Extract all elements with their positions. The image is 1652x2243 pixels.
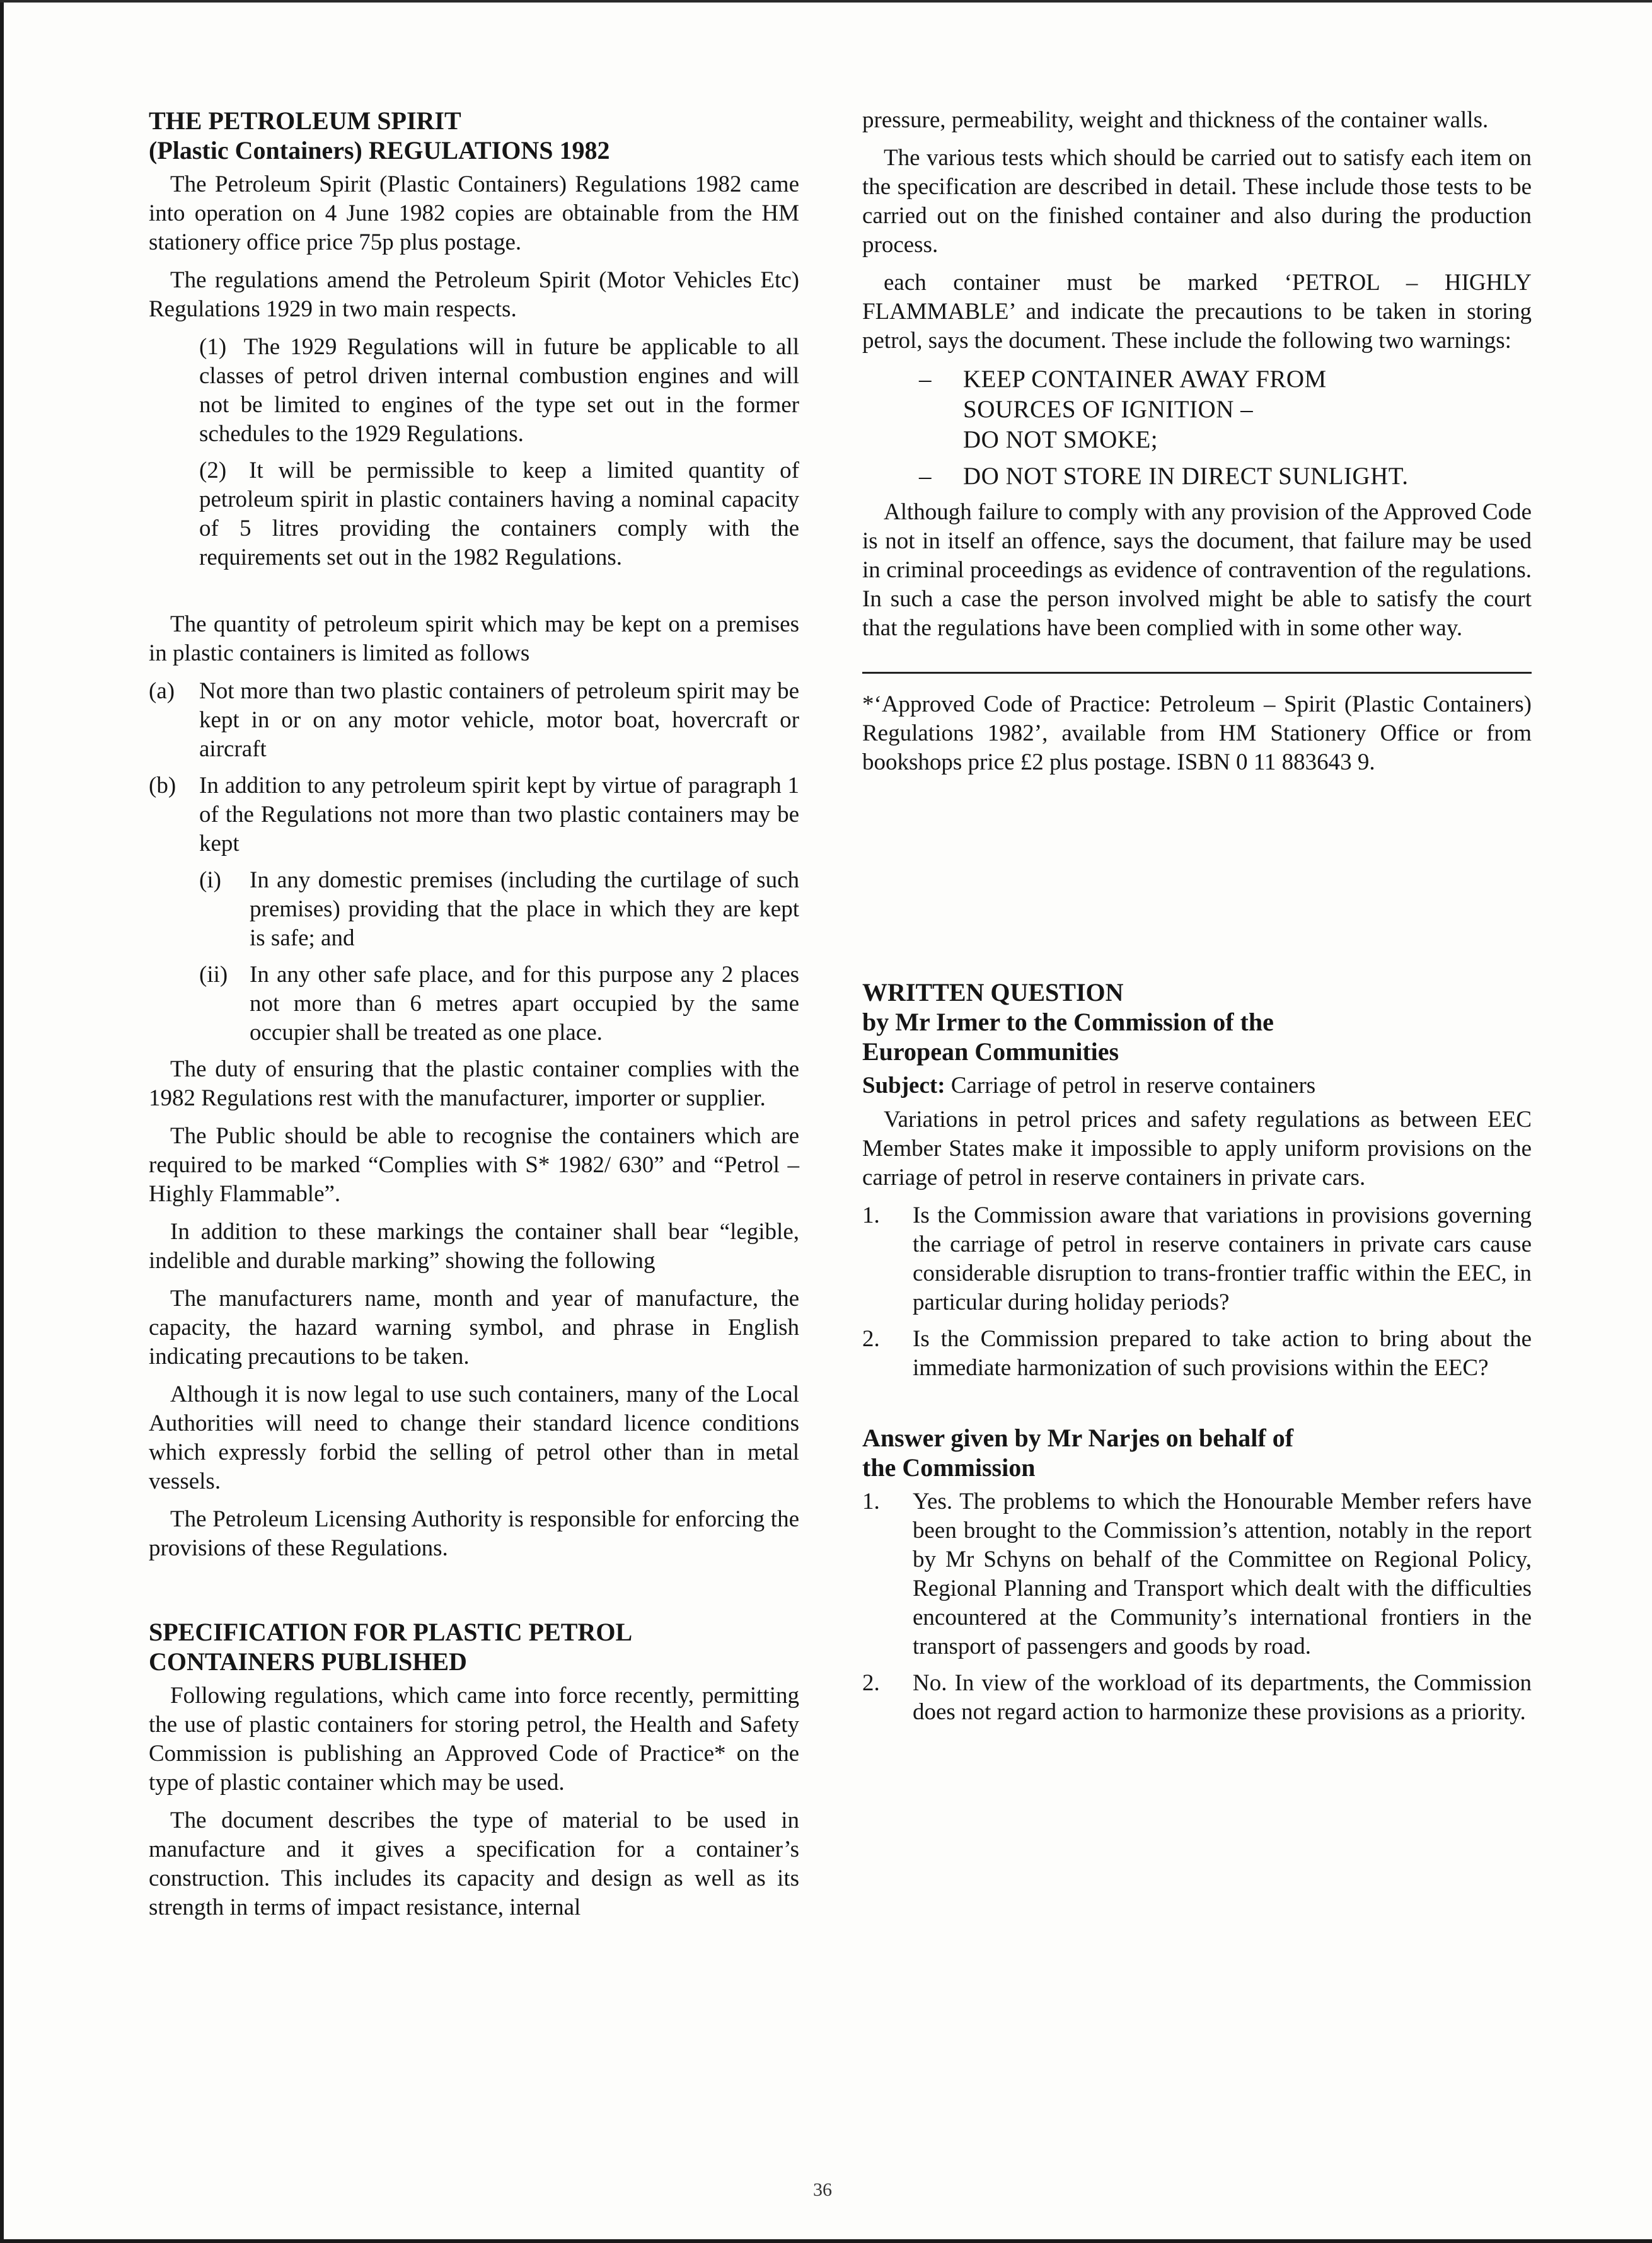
paragraph: Variations in petrol prices and safety regulations as between EEC Member States make it impossible to apply uniform provisions on the carriage of petrol in reserve containers in private cars. xyxy=(862,1107,1532,1191)
paragraph: In addition to these markings the container shall bear “legible, indelible and durable marking” showing the following xyxy=(149,1219,799,1274)
left-column xyxy=(149,106,799,1931)
paragraph: Although it is now legal to use such containers, many of the Local Authorities will need to change their standard licence conditions which expressly forbid the selling of petrol other than in metal vessels. xyxy=(149,1381,799,1494)
item-number: (i) xyxy=(199,867,221,893)
item-text: In any other safe place, and for this purpose any 2 places not more than 6 metres apart occupied by the same occupier shall be treated as one place. xyxy=(250,962,799,1046)
paragraph: pressure, permeability, weight and thickness of the container walls. xyxy=(862,107,1489,133)
item-number: (a) xyxy=(149,678,175,704)
item-number: 2. xyxy=(862,1326,880,1352)
paragraph: The manufacturers name, month and year of manufacture, the capacity, the hazard warning symbol, and phrase in English indicating precautions to be taken. xyxy=(149,1286,799,1369)
list-item xyxy=(149,677,799,764)
item-text: Is the Commission prepared to take action to bring about the immediate harmonization of such provisions within the EEC? xyxy=(913,1326,1532,1381)
paragraph: The quantity of petroleum spirit which may be kept on a premises in plastic containers is limited as follows xyxy=(149,611,799,666)
heading-line: WRITTEN QUESTION xyxy=(862,978,1124,1006)
heading-line: European Communities xyxy=(862,1037,1119,1066)
item-number: (b) xyxy=(149,773,176,799)
answer-heading xyxy=(862,1423,1532,1482)
paragraph: The duty of ensuring that the plastic container complies with the 1982 Regulations rest with the manufacturer, importer or supplier. xyxy=(149,1056,799,1111)
paragraph: The Petroleum Licensing Authority is responsible for enforcing the provisions of these Regulations. xyxy=(149,1506,799,1561)
item-number: (ii) xyxy=(199,962,228,988)
warning-line: DO NOT STORE IN DIRECT SUNLIGHT. xyxy=(963,463,1409,490)
paragraph: The Public should be able to recognise the containers which are required to be marked “Complies with S* 1982/ 630” and “Petrol – Highly Flammable”. xyxy=(149,1123,799,1207)
paragraph: The regulations amend the Petroleum Spirit (Motor Vehicles Etc) Regulations 1929 in two main respects. xyxy=(149,267,799,322)
paragraph: The various tests which should be carried out to satisfy each item on the specification are described in detail. These include those tests to be carried out on the finished container and also during the production process. xyxy=(862,145,1532,258)
list-item xyxy=(199,960,799,1047)
item-number: (1) xyxy=(199,334,227,360)
item-text: Is the Commission aware that variations in provisions governing the carriage of petrol in reserve containers in private cars cause considerable disruption to trans-frontier traffic within the EEC, in particular during holiday periods? xyxy=(913,1202,1532,1315)
warning-line: DO NOT SMOKE; xyxy=(963,426,1158,453)
item-text: In addition to any petroleum spirit kept by virtue of paragraph 1 of the Regulations not more than two plastic containers may be kept xyxy=(199,773,799,856)
item-text: It will be permissible to keep a limited quantity of petroleum spirit in plastic containers having a nominal capacity of 5 litres providing the containers comply with the requirements set out in the 1982 Regulations. xyxy=(199,458,799,570)
subject-line xyxy=(862,1071,1532,1100)
subject-text: Carriage of petrol in reserve containers xyxy=(950,1073,1316,1098)
footnote: *‘Approved Code of Practice: Petroleum – Spirit (Plastic Containers) Regulations 1982’, available from HM Stationery Office or from bookshops price £2 plus postage. ISBN 0 11 883643 9. xyxy=(862,691,1532,775)
heading-line: THE PETROLEUM SPIRIT xyxy=(149,107,461,135)
sub-list xyxy=(199,866,799,1047)
subject-label: Subject: xyxy=(862,1073,945,1098)
list-item xyxy=(199,866,799,953)
paragraph: each container must be marked ‘PETROL – HIGHLY FLAMMABLE’ and indicate the precautions to be taken in storing petrol, says the document. These include the following two warnings: xyxy=(862,270,1532,354)
list-item xyxy=(862,1325,1532,1383)
warning-line: SOURCES OF IGNITION – xyxy=(963,396,1254,423)
page-number: 36 xyxy=(813,2179,832,2200)
paragraph: The Petroleum Spirit (Plastic Containers) Regulations 1982 came into operation on 4 June 1982 copies are obtainable from the HM stationery office price 75p plus postage. xyxy=(149,171,799,255)
specification-heading xyxy=(149,1617,799,1676)
list-item xyxy=(199,456,799,572)
paragraph: Although failure to comply with any provision of the Approved Code is not in itself an offence, says the document, that failure may be used in criminal proceedings as evidence of contravention of the regulations. In such a case the person involved might be able to satisfy the court that the regulations have been complied with in some other way. xyxy=(862,499,1532,641)
item-number: 1. xyxy=(862,1202,880,1228)
list-item xyxy=(199,333,799,449)
heading-line: Answer given by Mr Narjes on behalf of xyxy=(862,1424,1294,1452)
written-question-heading xyxy=(862,977,1532,1066)
item-number: 2. xyxy=(862,1670,880,1696)
item-text: Not more than two plastic containers of petroleum spirit may be kept in or on any motor vehicle, motor boat, hovercraft or aircraft xyxy=(199,678,799,762)
scan-edge-bottom xyxy=(0,2239,1652,2243)
list-item xyxy=(862,1201,1532,1317)
scan-edge-left xyxy=(0,0,4,2243)
section-spacer xyxy=(149,1572,799,1617)
item-text: No. In view of the workload of its departments, the Commission does not regard action to harmonize these provisions as a priority. xyxy=(913,1670,1532,1725)
right-column xyxy=(862,106,1532,1734)
heading-line: SPECIFICATION FOR PLASTIC PETROL xyxy=(149,1618,633,1646)
item-text: In any domestic premises (including the curtilage of such premises) providing that the place in which they are kept is safe; and xyxy=(250,867,799,951)
dash: – xyxy=(919,366,932,393)
warnings-list xyxy=(862,364,1532,492)
heading-line: (Plastic Containers) REGULATIONS 1982 xyxy=(149,136,610,164)
heading-line: by Mr Irmer to the Commission of the xyxy=(862,1008,1274,1036)
scan-edge-top xyxy=(0,0,1652,3)
section-spacer xyxy=(862,1390,1532,1423)
heading-line: CONTAINERS PUBLISHED xyxy=(149,1647,467,1676)
heading-line: the Commission xyxy=(862,1453,1036,1482)
dash: – xyxy=(919,463,932,490)
paragraph: The document describes the type of material to be used in manufacture and it gives a specification for a container’s construction. This includes its capacity and design as well as its strength in terms of impact resistance, internal xyxy=(149,1808,799,1920)
item-text: The 1929 Regulations will in future be applicable to all classes of petrol driven internal combustion engines and will not be limited to engines of the type set out in the former schedules to the 1929 Regulations. xyxy=(199,334,799,447)
footnote-divider xyxy=(862,672,1532,674)
list-item xyxy=(862,1487,1532,1661)
warning-item xyxy=(862,364,1532,455)
petroleum-spirit-heading xyxy=(149,106,799,165)
item-number: 1. xyxy=(862,1489,880,1514)
section-spacer xyxy=(862,777,1532,977)
list-item xyxy=(862,1669,1532,1727)
item-number: (2) xyxy=(199,458,227,483)
paragraph: Following regulations, which came into force recently, permitting the use of plastic containers for storing petrol, the Health and Safety Commission is publishing an Approved Code of Practice* on the type of plastic container which may be used. xyxy=(149,1683,799,1796)
item-text: Yes. The problems to which the Honourable Member refers have been brought to the Commission’s attention, notably in the report by Mr Schyns on behalf of the Committee on Regional Policy, Regional Planning and Transport which dealt with the difficulties encountered at the Community’s international frontiers in the transport of passengers and goods by road. xyxy=(913,1489,1532,1659)
respects-list xyxy=(199,333,799,572)
warning-line: KEEP CONTAINER AWAY FROM xyxy=(963,366,1327,393)
list-item xyxy=(149,771,799,858)
warning-item xyxy=(862,461,1532,492)
